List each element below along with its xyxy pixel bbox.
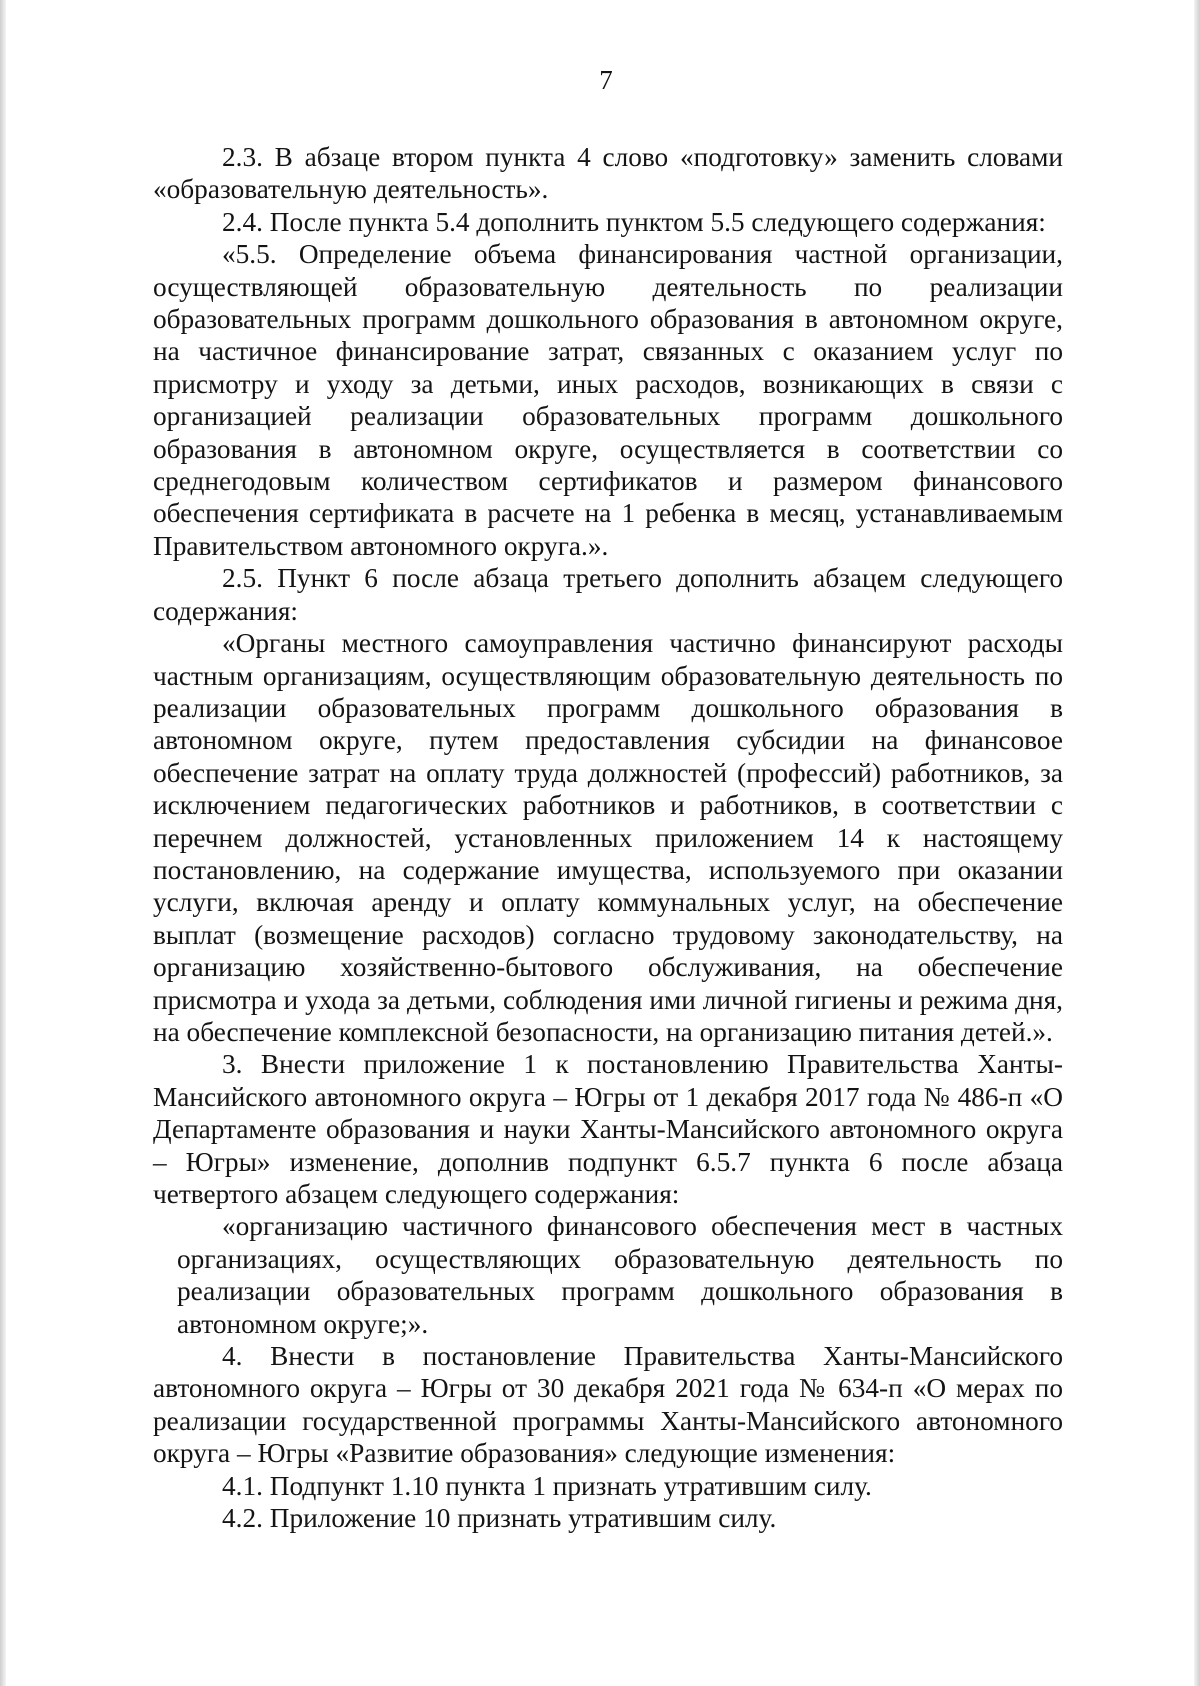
page-number: 7 — [599, 65, 613, 95]
paragraph-3: 3. Внести приложение 1 к постановлению Правительства Ханты-Мансийского автономного округа – Югры от 1 декабря 2017 года № 486-п «О Департаменте образования и науки Ханты-Мансийского автономного округа – Югры» изменение, дополнив подпункт 6.5.7 пункта 6 после абзаца четвертого абзацем следующего содержания: — [153, 1049, 1063, 1209]
paragraph-organization-quote: «организацию частичного финансового обеспечения мест в частных организациях, осуществляющих образовательную деятельность по реализации образовательных программ дошкольного образования в автономном округе;». — [177, 1211, 1063, 1339]
paragraph-4-2: 4.2. Приложение 10 признать утратившим силу. — [222, 1503, 777, 1534]
paragraph-4: 4. Внести в постановление Правительства Ханты-Мансийского автономного округа – Югры от 30 декабря 2021 года № 634-п «О мерах по реализации государственной программы Ханты-Мансийского автономного округа – Югры «Развитие образования» следующие изменения: — [153, 1341, 1063, 1469]
paragraph-2-3: 2.3. В абзаце втором пункта 4 слово «подготовку» заменить словами «образовательную деятельность». — [153, 142, 1063, 205]
scan-edge-right — [1194, 0, 1200, 1686]
paragraph-4-1: 4.1. Подпункт 1.10 пункта 1 признать утратившим силу. — [222, 1470, 872, 1501]
paragraph-local-authorities-quote: «Органы местного самоуправления частично финансируют расходы частным организациям, осуществляющим образовательную деятельность по реализации образовательных программ дошкольного образования в автономном округе, путем предоставления субсидии на финансовое обеспечение затрат на оплату труда должностей (профессий) работников, за исключением педагогических работников и работников, в соответствии с перечнем должностей, установленных приложением 14 к настоящему постановлению, на содержание имущества, используемого при оказании услуги, включая аренду и оплату коммунальных услуг, на обеспечение выплат (возмещение расходов) согласно трудовому законодательству, на организацию хозяйственно-бытового обслуживания, на обеспечение присмотра и ухода за детьми, соблюдения ими личной гигиены и режима дня, на обеспечение комплексной безопасности, на организацию питания детей.». — [153, 628, 1063, 1047]
paragraph-2-4: 2.4. После пункта 5.4 дополнить пунктом 5.5 следующего содержания: — [222, 206, 1046, 237]
document-body — [153, 141, 1063, 1534]
paragraph-5-5-quote: «5.5. Определение объема финансирования частной организации, осуществляющей образовательную деятельность по реализации образовательных программ дошкольного образования в автономном округе, на частичное финансирование затрат, связанных с оказанием услуг по присмотру и уходу за детьми, иных расходов, возникающих в связи с организацией реализации образовательных программ дошкольного образования в автономном округе, осуществляется в соответствии со среднегодовым количеством сертификатов и размером финансового обеспечения сертификата в расчете на 1 ребенка в месяц, устанавливаемым Правительством автономного округа.». — [153, 239, 1063, 561]
paragraph-2-5: 2.5. Пункт 6 после абзаца третьего дополнить абзацем следующего содержания: — [153, 563, 1063, 626]
scan-edge-left — [0, 0, 6, 1686]
